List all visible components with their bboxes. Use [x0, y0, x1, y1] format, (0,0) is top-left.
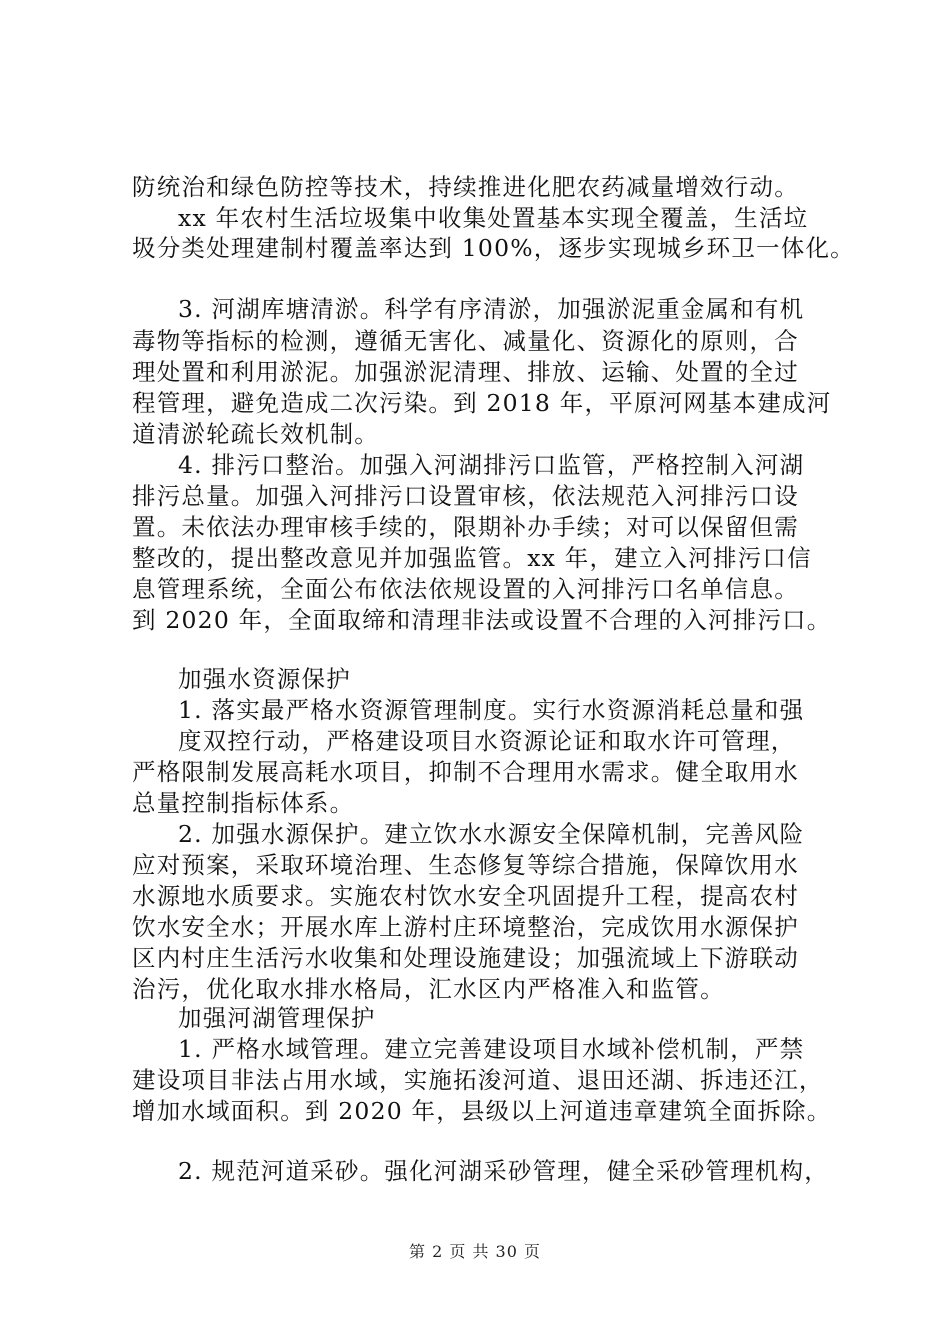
paragraph-line: 总量控制指标体系。: [132, 789, 355, 817]
paragraph-line: 饮水安全水；开展水库上游村庄环境整治，完成饮用水源保护: [132, 913, 799, 941]
paragraph-line: 治污，优化取水排水格局，汇水区内严格准入和监管。: [132, 975, 725, 1003]
paragraph-line: 防统治和绿色防控等技术，持续推进化肥农药减量增效行动。: [132, 173, 799, 201]
paragraph-line: 排污总量。加强入河排污口设置审核，依法规范入河排污口设: [132, 482, 799, 510]
section-heading: 加强水资源保护: [178, 665, 351, 693]
paragraph-line: 置。未依法办理审核手续的，限期补办手续；对可以保留但需: [132, 513, 799, 541]
paragraph-line: 2. 规范河道采砂。强化河湖采砂管理，健全采砂管理机构，: [178, 1157, 829, 1185]
page-number-footer: 第 2 页 共 30 页: [409, 1242, 541, 1261]
paragraph-line: 1. 落实最严格水资源管理制度。实行水资源消耗总量和强: [178, 696, 805, 724]
paragraph-line: 4. 排污口整治。加强入河湖排污口监管，严格控制入河湖: [178, 451, 805, 479]
paragraph-line: 1. 严格水域管理。建立完善建设项目水域补偿机制，严禁: [178, 1035, 805, 1063]
paragraph-line: 理处置和利用淤泥。加强淤泥清理、排放、运输、处置的全过: [132, 358, 799, 386]
paragraph-line: 毒物等指标的检测，遵循无害化、减量化、资源化的原则，合: [132, 327, 799, 355]
paragraph-line: 应对预案，采取环境治理、生态修复等综合措施，保障饮用水: [132, 851, 799, 879]
paragraph-line: 区内村庄生活污水收集和处理设施建设；加强流域上下游联动: [132, 944, 799, 972]
paragraph-line: 到 2020 年，全面取缔和清理非法或设置不合理的入河排污口。: [132, 606, 832, 634]
paragraph-line: 增加水域面积。到 2020 年，县级以上河道违章建筑全面拆除。: [132, 1097, 832, 1125]
paragraph-line: 度双控行动，严格建设项目水资源论证和取水许可管理，: [178, 727, 796, 755]
paragraph-line: 严格限制发展高耗水项目，抑制不合理用水需求。健全取用水: [132, 758, 799, 786]
paragraph-line: 道清淤轮疏长效机制。: [132, 420, 379, 448]
paragraph-line: 2. 加强水源保护。建立饮水水源安全保障机制，完善风险: [178, 820, 805, 848]
paragraph-line: 息管理系统，全面公布依法依规设置的入河排污口名单信息。: [132, 575, 799, 603]
section-heading: 加强河湖管理保护: [178, 1004, 376, 1032]
paragraph-line: xx 年农村生活垃圾集中收集处置基本实现全覆盖，生活垃: [178, 204, 809, 232]
paragraph-line: 程管理，避免造成二次污染。到 2018 年，平原河网基本建成河: [132, 389, 832, 417]
paragraph-line: 3. 河湖库塘清淤。科学有序清淤，加强淤泥重金属和有机: [178, 295, 805, 323]
paragraph-line: 圾分类处理建制村覆盖率达到 100%，逐步实现城乡环卫一体化。: [132, 234, 855, 262]
paragraph-line: 水源地水质要求。实施农村饮水安全巩固提升工程，提高农村: [132, 882, 799, 910]
paragraph-line: 整改的，提出整改意见并加强监管。xx 年，建立入河排污口信: [132, 544, 812, 572]
paragraph-line: 建设项目非法占用水域，实施拓浚河道、退田还湖、拆违还江，: [132, 1066, 824, 1094]
